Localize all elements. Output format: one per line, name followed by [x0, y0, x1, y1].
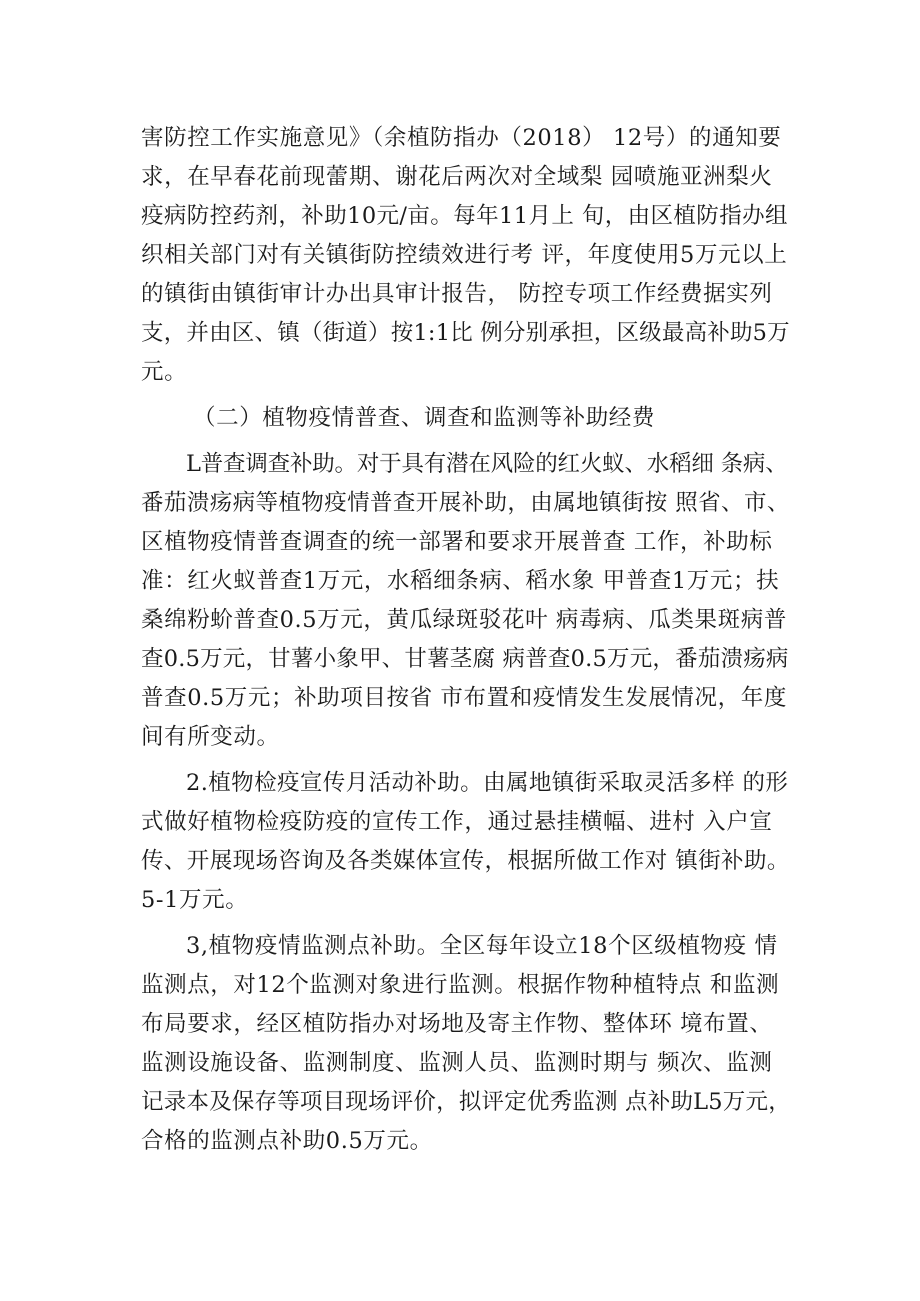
- text-line: 区植物疫情普查调查的统一部署和要求开展普查 工作，补助标: [141, 529, 773, 555]
- text-line: 3,植物疫情监测点补助。全区每年设立18个区级植物疫 情: [186, 933, 778, 959]
- text-line: 的镇街由镇街审计办出具审计报告， 防控专项工作经费据实列: [141, 281, 773, 307]
- text-line: 监测设施设备、监测制度、监测人员、监测时期与 频次、监测: [141, 1050, 773, 1076]
- section-heading: （二）植物疫情普查、调查和监测等补助经费: [193, 405, 656, 431]
- text-line: 合格的监测点补助0.5万元。: [141, 1128, 433, 1154]
- text-line: 间有所变动。: [141, 724, 280, 750]
- text-line: 普查0.5万元；补助项目按省 市布置和疫情发生发展情况，年度: [141, 685, 787, 711]
- text-line: 监测点，对12个监测对象进行监测。根据作物种植特点 和监测: [141, 972, 780, 998]
- text-line: 5-1万元。: [141, 887, 249, 913]
- text-line: 式做好植物检疫防疫的宣传工作，通过悬挂横幅、进村 入户宣: [141, 809, 773, 835]
- text-line: 元。: [141, 359, 188, 385]
- text-line: 查0.5万元，甘薯小象甲、甘薯茎腐 病普查0.5万元，番茄溃疡病: [141, 646, 789, 672]
- text-line: 布局要求，经区植防指办对场地及寄主作物、整体环 境布置、: [141, 1011, 773, 1037]
- text-line: 桑绵粉蚧普查0.5万元，黄瓜绿斑驳花叶 病毒病、瓜类果斑病普: [141, 607, 787, 633]
- text-line: 番茄溃疡病等植物疫情普查开展补助，由属地镇街按 照省、市、: [141, 490, 790, 516]
- text-line: 传、开展现场咨询及各类媒体宣传，根据所做工作对 镇街补助。: [141, 848, 790, 874]
- text-line: 求，在早春花前现蕾期、谢花后两次对全域梨 园喷施亚洲梨火: [141, 164, 773, 190]
- text-line: 织相关部门对有关镇街防控绩效进行考 评，年度使用5万元以上: [141, 242, 788, 268]
- text-line: 支，并由区、镇（街道）按1:1比 例分别承担，区级最高补助5万: [141, 320, 790, 346]
- text-line: 害防控工作实施意见》（余植防指办（2018） 12号）的通知要: [141, 125, 782, 151]
- text-line: 2.植物检疫宣传月活动补助。由属地镇街采取灵活多样 的形: [186, 770, 789, 796]
- text-line: 准：红火蚁普查1万元，水稻细条病、稻水象 甲普查1万元；扶: [141, 568, 780, 594]
- text-line: 记录本及保存等项目现场评价，拟评定优秀监测 点补助L5万元，: [141, 1089, 791, 1115]
- text-line: 疫病防控药剂，补助10元/亩。每年11月上 旬，由区植防指办组: [141, 203, 788, 229]
- text-line: L普查调查补助。对于具有潜在风险的红火蚁、水稻细 条病、: [186, 451, 788, 477]
